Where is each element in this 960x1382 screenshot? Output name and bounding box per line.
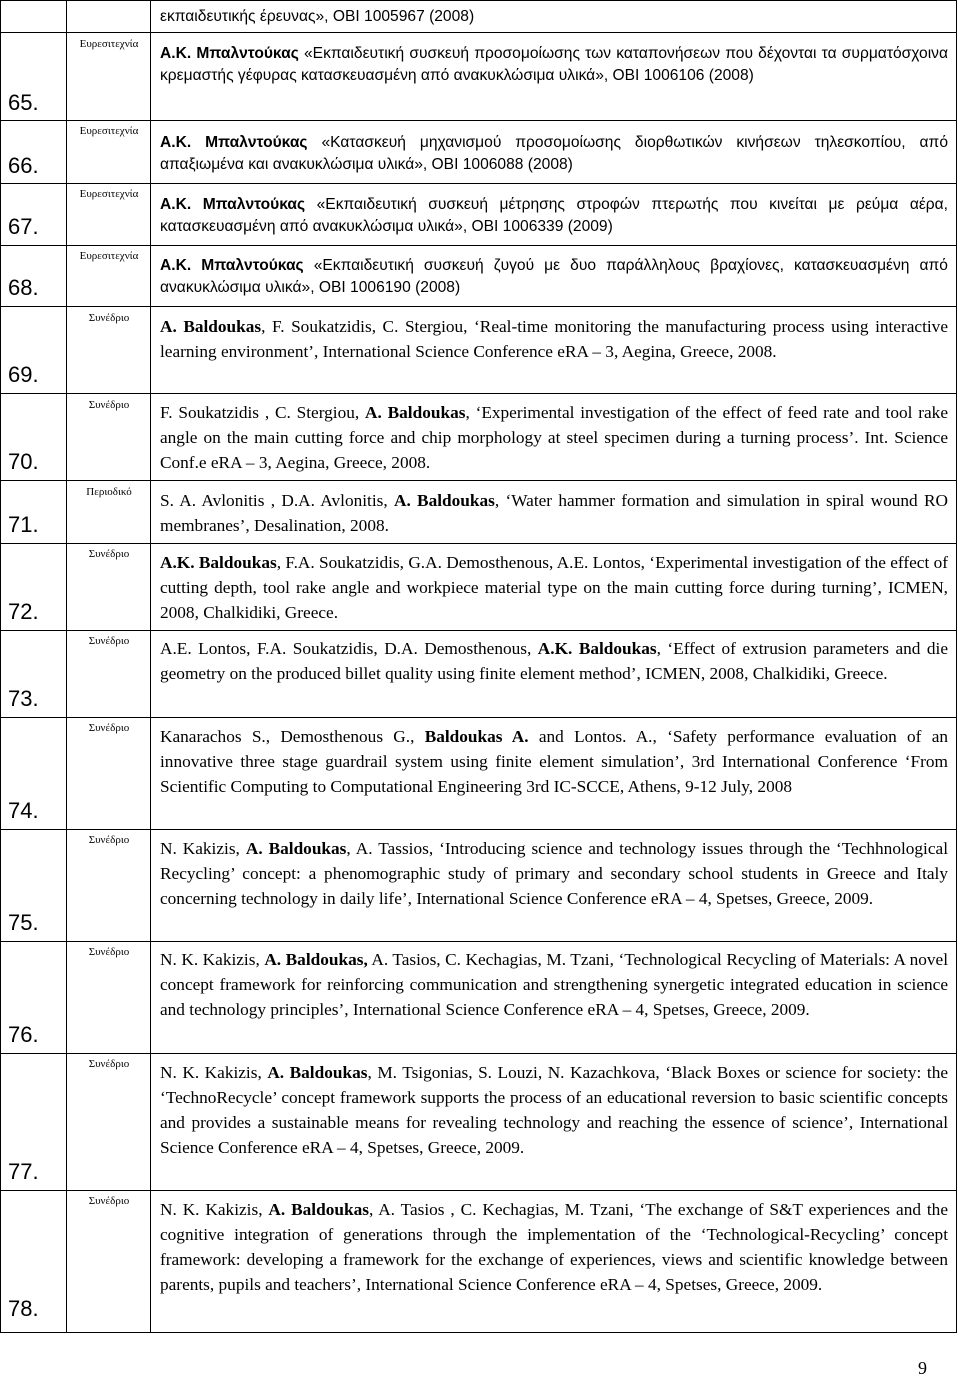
entry-number: 75. — [8, 910, 39, 935]
entry-text — [160, 1197, 948, 1297]
row-divider — [0, 32, 957, 33]
row-divider — [0, 1332, 957, 1333]
entry-type: Συνέδριο — [88, 548, 130, 560]
row-divider — [0, 941, 957, 942]
entry-number: 73. — [8, 686, 39, 711]
entry-text — [160, 132, 948, 175]
entry-text — [160, 724, 948, 799]
row-divider — [0, 393, 957, 394]
entry-body: , ‘Experimental investigation of the effect of feed rate and tool rake angle on the main cutting force and chip morphology at steel specimen during a turning process’. Int. Science Conf.e eRA – 3, Aegina, Greece, 2008. — [160, 403, 948, 472]
entry-text — [160, 636, 948, 686]
author-bold: Α.Κ. Μπαλντούκας — [160, 134, 308, 151]
entry-number: 67. — [8, 214, 39, 239]
page-number: 9 — [918, 1358, 927, 1378]
entry-number: 71. — [8, 512, 39, 537]
entry-authors: A.E. Lontos, F.A. Soukatzidis, D.A. Demosthenous, — [160, 639, 538, 658]
entry-body: «Εκπαιδευτική συσκευή προσομοίωσης των καταπονήσεων που δέχονται τα συρματόσχοινα κρεμαστής γέφυρας κατασκευασμένη από ανακυκλώσιμα υλικά», ΟΒΙ 1006106 (2008) — [160, 45, 948, 84]
entry-body: and Lontos. A., ‘Safety performance evaluation of an innovative three stage guardrail system using finite element simulation’, 3rd International Conference ‘From Scientific Computing to Computational Engineering 3rd IC-SCCE, Athens, 9-12 July, 2008 — [160, 727, 949, 796]
entry-body: «Εκπαιδευτική συσκευή μέτρησης στροφών πτερωτής που κινείται με ρεύμα αέρα, κατασκευασμένη από ανακυκλώσιμα υλικά», ΟΒΙ 1006339 (2009) — [160, 196, 948, 235]
entry-number: 68. — [8, 275, 39, 300]
entry-body: , ‘Water hammer formation and simulation in spiral wound RO membranes’, Desalination, 2008. — [160, 491, 948, 535]
entry-type: Συνέδριο — [88, 1195, 130, 1207]
entry-body: , F.A. Soukatzidis, G.A. Demosthenous, A.E. Lontos, ‘Experimental investigation of the effect of cutting depth, tool rake angle and workpiece material type on the main cutting force during turning’, ICMEN, 2008, Chalkidiki, Greece. — [160, 553, 948, 622]
row-divider — [0, 183, 957, 184]
author-bold: A. Baldoukas — [267, 1063, 368, 1082]
row-divider — [0, 630, 957, 631]
entry-authors: S. A. Avlonitis , D.A. Avlonitis, — [160, 491, 394, 510]
row-divider — [0, 1053, 957, 1054]
entry-type: Συνέδριο — [88, 399, 130, 411]
entry-text — [160, 255, 948, 298]
entry-number: 77. — [8, 1159, 39, 1184]
author-bold: A. Baldoukas — [268, 1200, 369, 1219]
entry-text — [160, 1060, 948, 1160]
entry-text — [160, 836, 948, 911]
table-border-right — [956, 0, 957, 1332]
entry-authors: F. Soukatzidis , C. Stergiou, — [160, 403, 366, 422]
row-divider — [0, 120, 957, 121]
entry-body: A. Tasios, C. Kechagias, M. Tzani, ‘Technological Recycling of Materials: A novel concept framework for reinforcing communication and strengthening synergetic integrated education in science and technology principles’, International Science Conference eRA – 4, Spetses, Greece, 2009. — [160, 950, 949, 1019]
entry-body: , M. Tsigonias, S. Louzi, N. Kazachkova, ‘Black Boxes or science for society: the ‘TechnoRecycle’ concept framework supports the process of an educational reversion to basic scientific concepts and provides a sustainable means for revealing technology and reaching the essence of science’, International Science Conference eRA – 4, Spetses, Greece, 2009. — [160, 1063, 948, 1157]
entry-authors: Kanarachos S., Demosthenous G., — [160, 727, 425, 746]
author-bold: A. Baldoukas — [245, 839, 347, 858]
entry-body: , A. Tasios , C. Kechagias, M. Tzani, ‘The exchange of S&T experiences and the cognitive integration of generations through the implementation of the ‘Technological-Recycling’ concept framework: developing a framework for the exchange of experiences, views and scientific knowledge between parents, pupils and teachers’, International Science Conference eRA – 4, Spetses, Greece, 2009. — [160, 1200, 948, 1294]
entry-type: Περιοδικό — [86, 486, 132, 498]
entry-text — [160, 43, 948, 86]
entry-text — [160, 314, 948, 364]
row-divider — [0, 0, 957, 1]
entry-text — [160, 488, 948, 538]
entry-type: Ευρεσιτεχνία — [79, 125, 139, 137]
author-bold: A. Baldoukas, — [264, 950, 368, 969]
entry-number: 74. — [8, 798, 39, 823]
entry-type: Συνέδριο — [88, 946, 130, 958]
entry-body: , ‘Effect of extrusion parameters and die geometry on the produced billet quality using finite element method’, ICMEN, 2008, Chalkidiki, Greece. — [160, 639, 948, 683]
table-divider-type — [150, 0, 151, 1332]
author-bold: A. Baldoukas — [393, 491, 495, 510]
author-bold: A.K. Baldoukas — [160, 553, 277, 572]
table-border-left — [0, 0, 1, 1332]
entry-body: , A. Tassios, ‘Introducing science and technology issues through the ‘Techhnological Recycling’ concept: a phenomographic study of primary and secondary school students in Greece and Italy concerning technology in daily life’, International Science Conference eRA – 4, Spetses, Greece, 2009. — [160, 839, 948, 908]
entry-authors: N. K. Kakizis, — [160, 1063, 268, 1082]
entry-type: Συνέδριο — [88, 1058, 130, 1070]
entry-number: 70. — [8, 449, 39, 474]
entry-number: 66. — [8, 153, 39, 178]
author-bold: Baldoukas A. — [424, 727, 529, 746]
entry-type: Συνέδριο — [88, 722, 130, 734]
row-divider — [0, 1190, 957, 1191]
author-bold: A. Baldoukas — [160, 317, 262, 336]
author-bold: Α.Κ. Μπαλντούκας — [160, 196, 306, 213]
entry-type: Συνέδριο — [88, 834, 130, 846]
entry-text — [160, 947, 948, 1022]
entry-type: Συνέδριο — [88, 312, 130, 324]
author-bold: A. Baldoukas — [365, 403, 466, 422]
entry-body: «Κατασκευή μηχανισμού προσομοίωσης διορθωτικών κινήσεων τηλεσκοπίου, από απαξιωμένα και ανακυκλώσιμα υλικά», ΟΒΙ 1006088 (2008) — [160, 134, 948, 173]
entry-body: , F. Soukatzidis, C. Stergiou, ‘Real-time monitoring the manufacturing process using interactive learning environment’, International Science Conference eRA – 3, Aegina, Greece, 2008. — [160, 317, 948, 361]
entry-number: 69. — [8, 362, 39, 387]
author-bold: A.K. Baldoukas — [537, 639, 657, 658]
entry-authors: N. K. Kakizis, — [160, 950, 265, 969]
row-divider — [0, 717, 957, 718]
entry-type: Συνέδριο — [88, 635, 130, 647]
entry-type: Ευρεσιτεχνία — [79, 250, 139, 262]
table-divider-num — [66, 0, 67, 1332]
entry-number: 76. — [8, 1022, 39, 1047]
entry-text — [160, 550, 948, 625]
entry-text — [160, 400, 948, 475]
entry-type: Ευρεσιτεχνία — [79, 188, 139, 200]
entry-authors: N. K. Kakizis, — [160, 1200, 269, 1219]
entry-number: 72. — [8, 599, 39, 624]
entry-type: Ευρεσιτεχνία — [79, 38, 139, 50]
row-divider — [0, 480, 957, 481]
author-bold: Α.Κ. Μπαλντούκας — [160, 257, 304, 274]
row-divider — [0, 829, 957, 830]
entry-text — [160, 194, 948, 237]
continued-entry-fragment: εκπαιδευτικής έρευνας», ΟΒΙ 1005967 (2008) — [160, 8, 475, 25]
row-divider — [0, 306, 957, 307]
entry-number: 78. — [8, 1296, 39, 1321]
author-bold: Α.Κ. Μπαλντούκας — [160, 45, 299, 62]
entry-body: «Εκπαιδευτική συσκευή ζυγού με δυο παράλληλους βραχίονες, κατασκευασμένη από ανακυκλώσιμα υλικά», ΟΒΙ 1006190 (2008) — [160, 257, 948, 296]
entry-number: 65. — [8, 90, 39, 115]
row-divider — [0, 245, 957, 246]
entry-authors: N. Kakizis, — [160, 839, 246, 858]
row-divider — [0, 543, 957, 544]
